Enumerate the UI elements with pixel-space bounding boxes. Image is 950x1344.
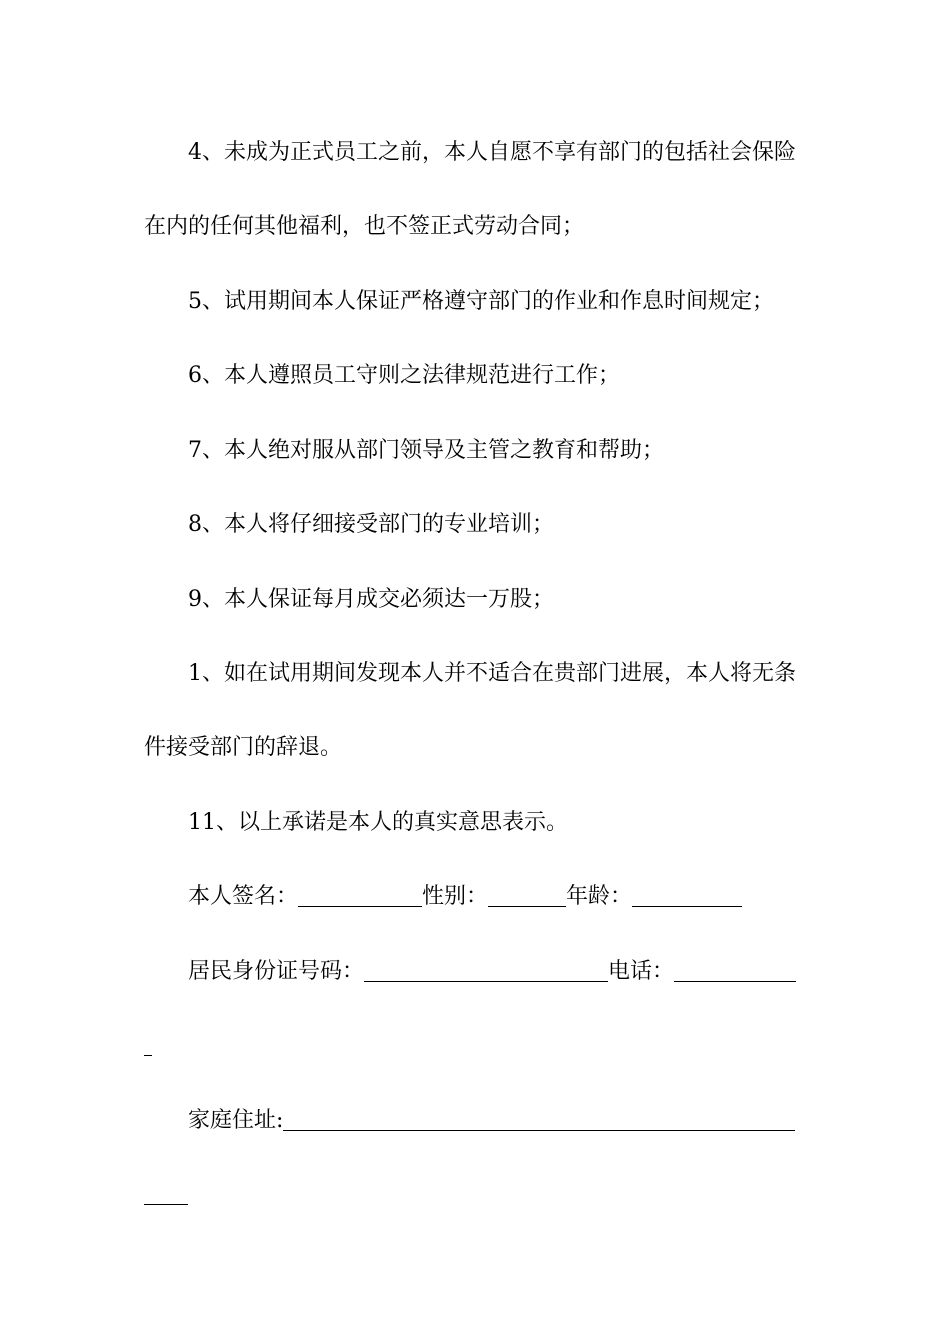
signature-blank[interactable]	[298, 884, 422, 907]
paragraph-7: 7、本人绝对服从部门领导及主管之教育和帮助；	[188, 438, 664, 463]
paragraph-9: 9、本人保证每月成交必须达一万股；	[188, 587, 554, 612]
paragraph-5: 5、试用期间本人保证严格遵守部门的作业和作息时间规定；	[188, 289, 774, 314]
age-blank[interactable]	[632, 884, 742, 907]
paragraph-10-line-2: 件接受部门的辞退。	[144, 735, 343, 760]
paragraph-10-line-1: 1、如在试用期间发现本人并不适合在贵部门进展，本人将无条	[188, 661, 796, 686]
signature-label: 本人签名：	[188, 884, 299, 909]
id-phone-row	[0, 957, 950, 987]
id-number-label: 居民身份证号码：	[188, 959, 365, 984]
gender-blank[interactable]	[488, 884, 566, 907]
id-number-blank[interactable]	[364, 959, 608, 982]
signature-row	[0, 882, 950, 912]
phone-blank-continuation-row	[0, 1031, 950, 1061]
paragraph-4-line-1: 4、未成为正式员工之前，本人自愿不享有部门的包括社会保险	[188, 140, 796, 165]
paragraph-6: 6、本人遵照员工守则之法律规范进行工作；	[188, 363, 620, 388]
paragraph-11: 11、以上承诺是本人的真实意思表示。	[188, 810, 568, 835]
address-label: 家庭住址:	[188, 1108, 284, 1133]
gender-label: 性别：	[422, 884, 489, 909]
paragraph-4-line-2: 在内的任何其他福利，也不签正式劳动合同；	[144, 214, 585, 239]
address-blank[interactable]	[283, 1108, 795, 1131]
address-row	[0, 1106, 950, 1136]
phone-blank[interactable]	[674, 959, 796, 982]
phone-label: 电话：	[608, 959, 675, 984]
paragraph-8: 8、本人将仔细接受部门的专业培训；	[188, 512, 554, 537]
address-blank-continuation-row	[0, 1180, 950, 1210]
age-label: 年龄：	[566, 884, 633, 909]
phone-blank-continuation[interactable]	[144, 1033, 152, 1056]
address-blank-continuation[interactable]	[144, 1182, 188, 1205]
